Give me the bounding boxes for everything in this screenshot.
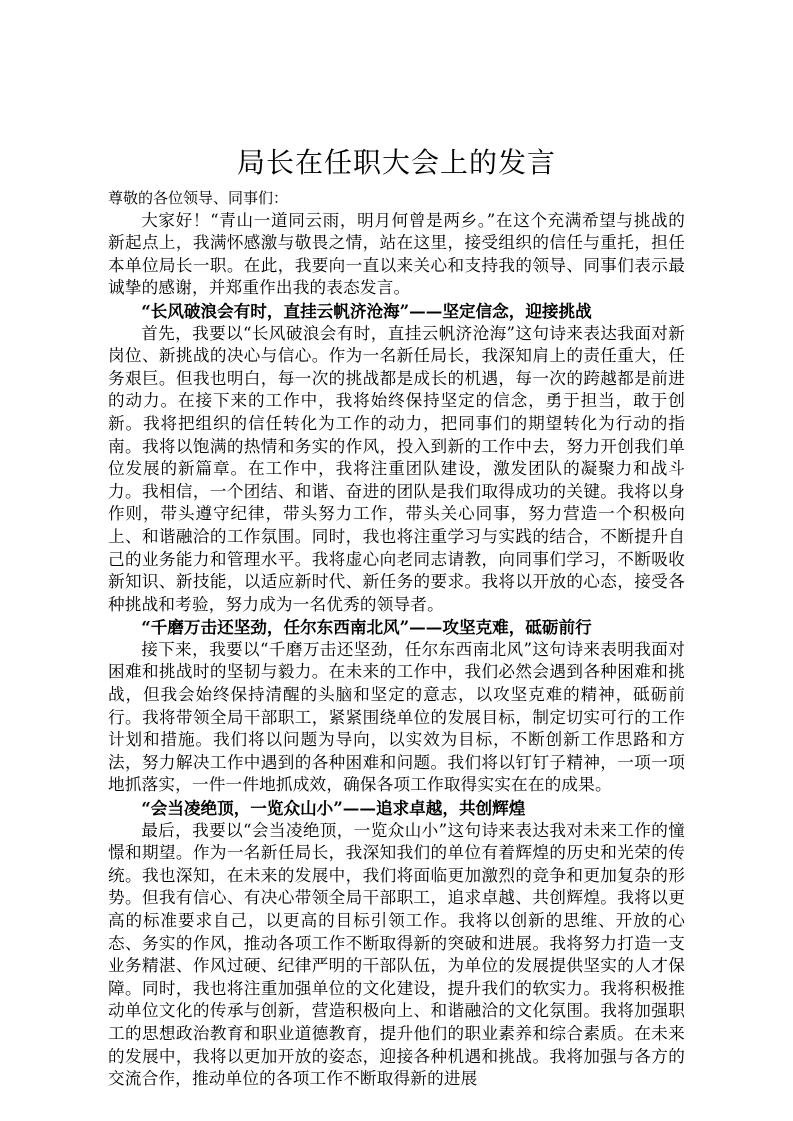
section-body-3: 最后，我要以“会当凌绝顶，一览众山小”这句诗来表达我对未来工作的憧憬和期望。作为一名新任局长，我深知我们的单位有着辉煌的历史和光荣的传统。我也深知，在未来的发展中，我们将面临更加激烈的竞争和更加复杂的形势。但我有信心、有决心带领全局干部职工，追求卓越、共创辉煌。我将以更高的标准要求自己，以更高的目标引领工作。我将以创新的思维、开放的心态、务实的作风，推动各项工作不断取得新的突破和进展。我将努力打造一支业务精湛、作风过硬、纪律严明的干部队伍，为单位的发展提供坚实的人才保障。同时，我也将注重加强单位的文化建设，提升我们的软实力。我将积极推动单位文化的传承与创新，营造积极向上、和谐融洽的文化氛围。我将加强职工的思想政治教育和职业道德教育，提升他们的职业素养和综合素质。在未来的发展中，我将以更加开放的姿态，迎接各种机遇和挑战。我将加强与各方的交流合作，推动单位的各项工作不断取得新的进展 <box>108 820 685 1089</box>
salutation: 尊敬的各位领导、同事们： <box>108 189 289 207</box>
intro-paragraph: 大家好！“青山一道同云雨，明月何曾是两乡。”在这个充满希望与挑战的新起点上，我满怀感激与敬畏之情，站在这里，接受组织的信任与重托，担任本单位局长一职。在此，我要向一直以来关心和支持我的领导、同事们表示最诚挚的感谢，并郑重作出我的表态发言。 <box>108 210 685 298</box>
section-body-1: 首先，我要以“长风破浪会有时，直挂云帆济沧海”这句诗来表达我面对新岗位、新挑战的决心与信心。作为一名新任局长，我深知肩上的责任重大，任务艰巨。但我也明白，每一次的挑战都是成长的机遇，每一次的跨越都是前进的动力。在接下来的工作中，我将始终保持坚定的信念，勇于担当，敢于创新。我将把组织的信任转化为工作的动力，把同事们的期望转化为行动的指南。我将以饱满的热情和务实的作风，投入到新的工作中去，努力开创我们单位发展的新篇章。在工作中，我将注重团队建设，激发团队的凝聚力和战斗力。我相信，一个团结、和谐、奋进的团队是我们取得成功的关键。我将以身作则，带头遵守纪律，带头努力工作，带头关心同事，努力营造一个积极向上、和谐融洽的工作氛围。同时，我也将注重学习与实践的结合，不断提升自己的业务能力和管理水平。我将虚心向老同志请教，向同事们学习，不断吸收新知识、新技能，以适应新时代、新任务的要求。我将以开放的心态，接受各种挑战和考验，努力成为一名优秀的领导者。 <box>108 323 685 614</box>
section-heading-1: “长风破浪会有时，直挂云帆济沧海”——坚定信念，迎接挑战 <box>141 300 592 321</box>
section-heading-3: “会当凌绝顶，一览众山小”——追求卓越，共创辉煌 <box>141 798 526 819</box>
section-heading-2: “千磨万击还坚劲，任尔东西南北风”——攻坚克难，砥砺前行 <box>141 617 592 638</box>
document-title: 局长在任职大会上的发言 <box>236 146 556 179</box>
section-body-2: 接下来，我要以“千磨万击还坚劲，任尔东西南北风”这句诗来表明我面对困难和挑战时的坚韧与毅力。在未来的工作中，我们必然会遇到各种困难和挑战，但我会始终保持清醒的头脑和坚定的意志，以攻坚克难的精神，砥砺前行。我将带领全局干部职工，紧紧围绕单位的发展目标，制定切实可行的工作计划和措施。我们将以问题为导向，以实效为目标，不断创新工作思路和方法，努力解决工作中遇到的各种困难和问题。我们将以钉钉子精神，一项一项地抓落实，一件一件地抓成效，确保各项工作取得实实在在的成果。 <box>108 639 685 795</box>
